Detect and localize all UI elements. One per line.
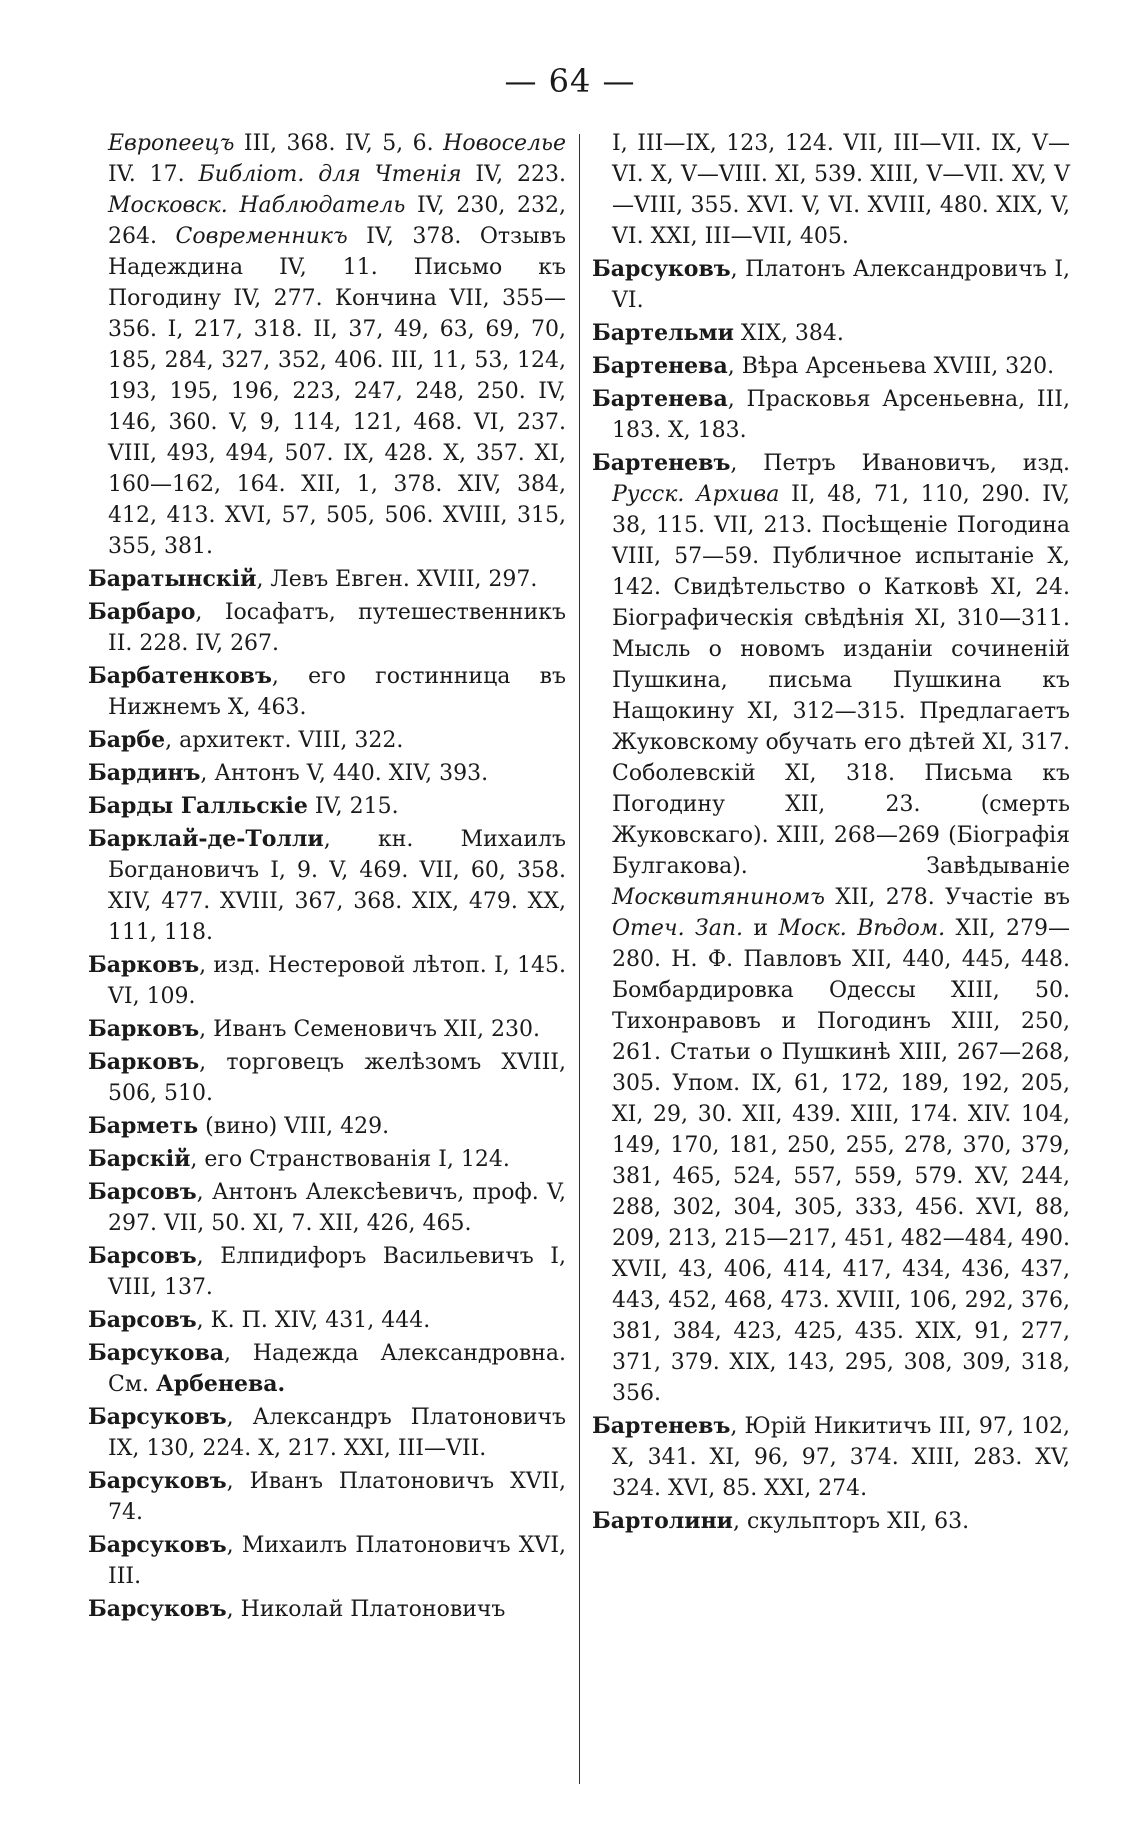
index-entry — [88, 1530, 566, 1592]
entry-text: IV, 223. — [461, 162, 566, 187]
entry-headword: Барковъ — [88, 952, 200, 978]
index-entry — [592, 448, 1070, 1409]
entry-headword: Барсуковъ — [88, 1404, 227, 1430]
entry-text: IV, 215. — [307, 794, 399, 819]
index-entry — [88, 791, 566, 822]
entry-text: , Юрій Никитичъ III, 97, 102, X, 341. XI, 96, 97, 374. XIII, 283. XV, 324. XVI, 85. XXI, 274. — [612, 1414, 1070, 1501]
index-entry — [592, 254, 1070, 316]
page-number: — 64 — — [504, 62, 636, 100]
index-entry — [88, 1177, 566, 1239]
entry-headword: Барсуковъ — [88, 1532, 227, 1558]
entry-text: , скульпторъ XII, 63. — [733, 1509, 970, 1534]
entry-text: , кн. Михаилъ Богдановичъ I, 9. V, 469. VII, 60, 358. XIV, 477. XVIII, 367, 368. XIX, 479. XX, 111, 118. — [108, 827, 566, 945]
entry-headword: Бартеневъ — [592, 1413, 731, 1439]
index-entry — [88, 128, 566, 562]
entry-headword: Бартельми — [592, 320, 734, 346]
entry-text: , Прасковья Арсеньевна, III, 183. X, 183. — [612, 387, 1070, 443]
entry-headword: Барскій — [88, 1146, 191, 1172]
entry-headword: Барбе — [88, 727, 166, 753]
entry-text: III, 368. IV, 5, 6. — [234, 131, 444, 156]
entry-text: IV, 230, 232, 264. — [108, 193, 566, 249]
entry-text: , Михаилъ Платоновичъ XVI, III. — [108, 1533, 566, 1589]
entry-headword: Барсуковъ — [592, 256, 731, 282]
entry-headword: Барсукова — [88, 1340, 225, 1366]
entry-title-italic: Моск. Вѣдом. — [778, 916, 946, 941]
entry-text: , Елпидифоръ Васильевичъ I, VIII, 137. — [108, 1244, 566, 1300]
index-entry — [592, 384, 1070, 446]
entry-text: , архитект. VIII, 322. — [165, 728, 404, 753]
entry-title-italic: Московск. Наблюдатель — [108, 193, 406, 218]
entry-text: (вино) VIII, 429. — [198, 1114, 390, 1139]
index-entry — [88, 1047, 566, 1109]
entry-text: IV. 17. — [108, 162, 199, 187]
entry-text: , торговецъ желѣзомъ XVIII, 506, 510. — [108, 1050, 566, 1106]
index-entry — [88, 1338, 566, 1400]
entry-text: II, 48, 71, 110, 290. IV, 38, 115. VII, 213. Посѣщеніе Погодина VIII, 57—59. Публичное испытаніе X, 142. Свидѣтельство о Катковѣ XI, 24. Біографическія свѣдѣнія XI, 310—311. Мысль о новомъ изданіи сочиненій Пушкина, письма Пушкина къ Нащокину XI, 312—315. Предлагаетъ Жуковскому обучать его дѣтей XI, 317. Соболевскій XI, 318. Письма къ Погодину XII, 23. (смерть Жуковскаго). XIII, 268—269 (Біографія Булгакова). Завѣдываніе — [612, 482, 1070, 879]
entry-headword: Арбенева. — [155, 1371, 286, 1397]
entry-text: , Вѣра Арсеньева XVIII, 320. — [727, 354, 1055, 379]
index-entry — [88, 1402, 566, 1464]
entry-text: , Александръ Платоновичъ IX, 130, 224. X, 217. XXI, III—VII. — [108, 1405, 566, 1461]
index-entry — [88, 1594, 566, 1625]
entry-headword: Бартеневъ — [592, 450, 731, 476]
entry-text: XII, 278. Участіе въ — [824, 885, 1070, 910]
entry-headword: Барметь — [88, 1113, 199, 1139]
entry-text: , Петръ Ивановичъ, изд. — [730, 451, 1070, 476]
entry-text: I, III—IX, 123, 124. VII, III—VII. IX, V—VI. X, V—VIII. XI, 539. XIII, V—VII. XV, V—VIII, 355. XVI. V, VI. XVIII, 480. XIX, V, VI. XXI, III—VII, 405. — [612, 131, 1070, 249]
entry-headword: Барсуковъ — [88, 1468, 227, 1494]
entry-text: , его Странствованія I, 124. — [190, 1147, 510, 1172]
entry-text: , Николай Платоновичъ — [226, 1597, 506, 1622]
index-entry — [88, 1466, 566, 1528]
index-entry — [88, 725, 566, 756]
index-entry — [88, 597, 566, 659]
entry-title-italic: Новоселье — [443, 131, 566, 156]
entry-title-italic: Библіот. для Чтенія — [198, 162, 462, 187]
index-entry — [88, 1305, 566, 1336]
index-entry — [592, 318, 1070, 349]
entry-headword: Барбатенковъ — [88, 663, 272, 689]
left-column — [88, 128, 566, 1627]
entry-headword: Барсовъ — [88, 1243, 197, 1269]
entry-headword: Бардинъ — [88, 760, 201, 786]
entry-title-italic: Москвитяниномъ — [612, 885, 825, 910]
index-entry — [592, 1411, 1070, 1504]
entry-text: , К. П. XIV, 431, 444. — [196, 1308, 431, 1333]
entry-text: , Іосафатъ, путешественникъ II. 228. IV, 267. — [108, 600, 566, 656]
entry-text: , Левъ Евген. XVIII, 297. — [256, 567, 538, 592]
entry-headword: Барды Галльскіе — [88, 793, 308, 819]
entry-headword: Барковъ — [88, 1016, 200, 1042]
index-entry — [592, 351, 1070, 382]
entry-text: IV, 378. Отзывъ Надеждина IV, 11. Письмо къ Погодину IV, 277. Кончина VII, 355—356. I, 217, 318. II, 37, 49, 63, 69, 70, 185, 284, 327, 352, 406. III, 11, 53, 124, 193, 195, 196, 223, 247, 248, 250. IV, 146, 360. V, 9, 114, 121, 468. VI, 237. VIII, 493, 494, 507. IX, 428. X, 357. XI, 160—162, 164. XII, 1, 378. XIV, 384, 412, 413. XVI, 57, 505, 506. XVIII, 315, 355, 381. — [108, 224, 566, 559]
entry-text: , изд. Нестеровой лѣтоп. I, 145. VI, 109. — [108, 953, 566, 1009]
column-divider — [579, 134, 580, 1784]
entry-headword: Барсовъ — [88, 1179, 197, 1205]
entry-text: , Иванъ Семеновичъ XII, 230. — [199, 1017, 540, 1042]
entry-text: , Антонъ Алексѣевичъ, проф. V, 297. VII, 50. XI, 7. XII, 426, 465. — [108, 1180, 566, 1236]
index-entry — [88, 1014, 566, 1045]
index-entry — [88, 824, 566, 948]
entry-title-italic: Отеч. Зап. — [612, 916, 743, 941]
entry-headword: Барбаро — [88, 599, 196, 625]
entry-title-italic: Современникъ — [175, 224, 348, 249]
index-entry — [88, 564, 566, 595]
index-entry — [88, 1241, 566, 1303]
entry-headword: Барковъ — [88, 1049, 200, 1075]
entry-headword: Бартенева — [592, 386, 728, 412]
entry-title-italic: Русск. Архива — [612, 482, 780, 507]
entry-text: и — [743, 916, 779, 941]
index-entry — [592, 128, 1070, 252]
entry-headword: Барсовъ — [88, 1307, 197, 1333]
index-entry — [88, 950, 566, 1012]
entry-headword: Бартенева — [592, 353, 728, 379]
entry-headword: Барклай-де-Толли — [88, 826, 324, 852]
entry-headword: Бартолини — [592, 1508, 733, 1534]
index-entry — [88, 1144, 566, 1175]
entry-text: XII, 279—280. Н. Ф. Павловъ XII, 440, 445, 448. Бомбардировка Одессы XIII, 50. Тихонравовъ и Погодинъ XIII, 250, 261. Статьи о Пушкинѣ XIII, 267—268, 305. Упом. IX, 61, 172, 189, 192, 205, XI, 29, 30. XII, 439. XIII, 174. XIV. 104, 149, 170, 181, 250, 255, 278, 370, 379, 381, 465, 524, 557, 559, 579. XV, 244, 288, 302, 304, 305, 333, 456. XVI, 88, 209, 213, 215—217, 451, 482—484, 490. XVII, 43, 406, 414, 417, 434, 436, 437, 443, 452, 468, 473. XVIII, 106, 292, 376, 381, 384, 423, 425, 435. XIX, 91, 277, 371, 379. XIX, 143, 295, 308, 309, 318, 356. — [612, 916, 1070, 1406]
index-entry — [88, 758, 566, 789]
entry-text: , Надежда Александровна. См. — [108, 1341, 566, 1397]
entry-text: , Иванъ Платоновичъ XVII, 74. — [108, 1469, 566, 1525]
entry-text: , его гостинница въ Нижнемъ X, 463. — [108, 664, 566, 720]
index-entry — [88, 1111, 566, 1142]
index-entry — [592, 1506, 1070, 1537]
entry-headword: Барсуковъ — [88, 1596, 227, 1622]
entry-text: , Антонъ V, 440. XIV, 393. — [200, 761, 489, 786]
right-column — [592, 128, 1070, 1539]
entry-text: XIX, 384. — [733, 321, 844, 346]
index-entry — [88, 661, 566, 723]
entry-title-italic: Европеецъ — [108, 131, 235, 156]
entry-headword: Баратынскій — [88, 566, 257, 592]
entry-text: , Платонъ Александровичъ I, VI. — [612, 257, 1070, 313]
